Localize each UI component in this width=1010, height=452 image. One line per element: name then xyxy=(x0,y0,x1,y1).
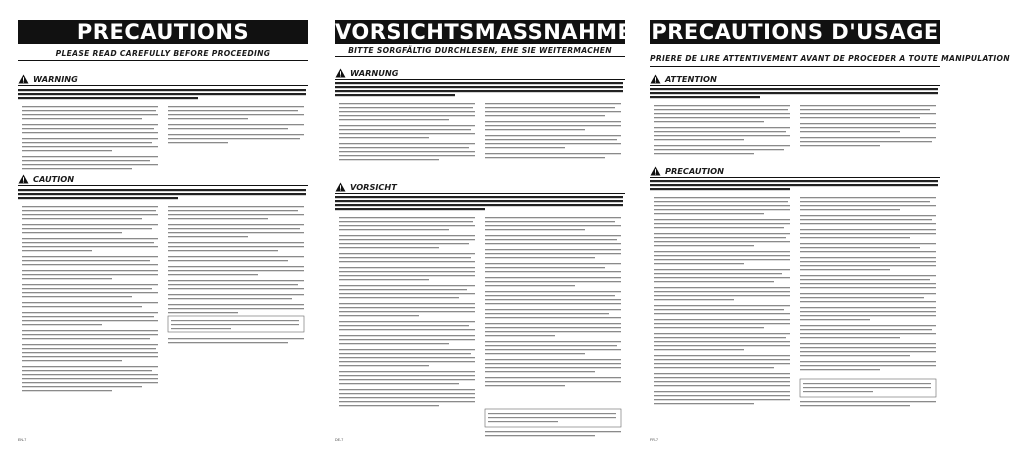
page-subtitle: PLEASE READ CAREFULLY BEFORE PROCEEDING xyxy=(55,49,271,58)
warning-triangle-icon xyxy=(18,74,29,84)
divider xyxy=(335,56,625,57)
caution-heading xyxy=(335,182,397,192)
page-number: FR-7 xyxy=(650,438,658,442)
caution-body-text xyxy=(18,188,308,438)
page-title: VORSICHTSMASSNAHMEN xyxy=(335,20,651,44)
page-title: PRECAUTIONS D'USAGE xyxy=(651,20,939,44)
caution-triangle-icon xyxy=(335,182,346,192)
divider xyxy=(18,85,308,86)
caution-heading xyxy=(650,166,724,176)
caution-heading xyxy=(18,174,74,184)
page-subtitle: PRIERE DE LIRE ATTENTIVEMENT AVANT DE PROCEDER A TOUTE MANIPULATION xyxy=(650,54,1010,63)
warning-triangle-icon xyxy=(650,74,661,84)
warning-body-text xyxy=(335,81,625,181)
page-english xyxy=(0,0,318,452)
caution-heading-label: CAUTION xyxy=(33,174,75,184)
divider xyxy=(650,66,940,67)
warning-triangle-icon xyxy=(335,68,346,78)
caution-heading-label: PRECAUTION xyxy=(665,166,724,176)
caution-triangle-icon xyxy=(18,174,29,184)
page-number: EN-7 xyxy=(18,438,27,442)
page-number: DE-7 xyxy=(335,438,344,442)
divider xyxy=(18,185,308,186)
warning-heading-label: ATTENTION xyxy=(665,74,717,84)
caution-body-text xyxy=(650,179,940,439)
divider xyxy=(335,193,625,194)
divider xyxy=(650,85,940,86)
divider xyxy=(650,177,940,178)
warning-heading-label: WARNUNG xyxy=(350,68,399,78)
caution-heading-label: VORSICHT xyxy=(350,182,397,192)
caution-triangle-icon xyxy=(650,166,661,176)
page-subtitle: BITTE SORGFÄLTIG DURCHLESEN, EHE SIE WEITERMACHEN xyxy=(348,46,612,55)
warning-heading xyxy=(335,68,398,78)
warning-heading xyxy=(650,74,717,84)
divider xyxy=(335,79,625,80)
divider xyxy=(18,60,308,61)
page-title: PRECAUTIONS xyxy=(18,20,308,44)
page-german xyxy=(318,0,651,452)
page-french xyxy=(636,0,1010,452)
caution-body-text xyxy=(335,195,625,440)
warning-heading xyxy=(18,74,78,84)
warning-heading-label: WARNING xyxy=(33,74,78,84)
